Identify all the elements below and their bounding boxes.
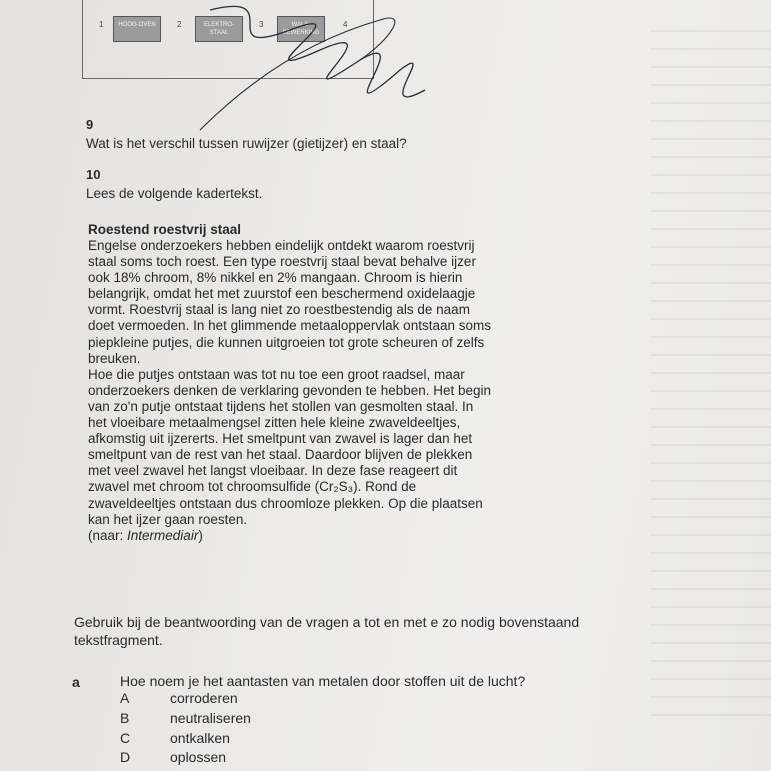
box-line: breuken. xyxy=(88,350,141,366)
option-letter: D xyxy=(120,749,131,765)
option-text: oplossen xyxy=(170,749,227,765)
option-text: ontkalken xyxy=(170,730,230,746)
diagram-marker: 4 xyxy=(343,20,348,29)
box-line: met veel zwavel het langst vloeibaar. In deze fase reageert dit xyxy=(88,463,458,479)
box-line: het vloeibare metaalmengsel zitten hele kleine zwaveldeeltjes, xyxy=(88,415,461,431)
box-line: zwavel met chroom tot chroomsulfide (Cr₂S₃). Rond de xyxy=(88,479,417,495)
subquestion-letter: a xyxy=(72,674,80,690)
source-prefix: (naar: xyxy=(88,527,128,543)
scribble-stroke xyxy=(210,6,425,97)
option-letter: A xyxy=(120,690,130,706)
diagram-box: HOOG-OVEN xyxy=(113,16,161,42)
option-letter: C xyxy=(120,730,131,746)
box-line: afkomstig uit ijzererts. Het smeltpunt van zwavel is lager dan het xyxy=(88,431,473,447)
box-title: Roestend roestvrij staal xyxy=(88,222,242,237)
box-line: smeltpunt van de rest van het staal. Daardoor blijven de plekken xyxy=(88,447,473,463)
subquestion-text: Hoe noem je het aantasten van metalen door stoffen uit de lucht? xyxy=(120,673,526,689)
box-line: piepkleine putjes, die kunnen uitgroeien tot grote scheuren of zelfs xyxy=(88,334,485,350)
text-box xyxy=(88,222,491,544)
instruction-line: tekstfragment. xyxy=(74,632,163,648)
instruction-line: Gebruik bij de beantwoording van de vragen a tot en met e zo nodig bovenstaand xyxy=(74,614,580,630)
box-line: belangrijk, omdat het met zuurstof een beschermend oxidelaagje xyxy=(88,286,476,302)
box-line: doet vermoeden. In het glimmende metaaloppervlak ontstaan soms xyxy=(88,318,491,334)
bleed-through-text xyxy=(651,30,771,730)
box-line: vormt. Roestvrij staal is lang niet zo roestbestendig als de naam xyxy=(88,302,470,318)
box-line: Engelse onderzoekers hebben eindelijk ontdekt waarom roestvrij xyxy=(88,238,475,253)
option-text: neutraliseren xyxy=(170,710,251,726)
diagram-marker: 1 xyxy=(99,20,104,29)
instruction xyxy=(74,613,579,649)
box-line: ook 18% chroom, 8% nikkel en 2% mangaan. Chroom is hierin xyxy=(88,270,463,286)
option-text: corroderen xyxy=(170,690,238,706)
diagram-marker: 3 xyxy=(259,20,264,29)
source-line xyxy=(88,528,491,544)
box-line: Hoe die putjes ontstaan was tot nu toe een groot raadsel, maar xyxy=(88,366,465,382)
box-line: kan het ijzer gaan roesten. xyxy=(88,511,248,527)
question-text: Wat is het verschil tussen ruwijzer (gietijzer) en staal? xyxy=(86,136,407,151)
diagram-marker: 2 xyxy=(177,20,182,29)
diagram-box: ELEKTRO-STAAL xyxy=(195,16,243,42)
box-line: staal soms toch roest. Een type roestvrij staal bevat behalve ijzer xyxy=(88,254,476,270)
question-intro: Lees de volgende kadertekst. xyxy=(86,186,263,201)
box-body xyxy=(88,238,491,544)
box-line: zwaveldeeltjes ontstaan dus chroomloze plekken. Op die plaatsen xyxy=(88,495,483,511)
question-number: 10 xyxy=(86,167,101,182)
source-suffix: ) xyxy=(198,527,203,543)
diagram-box: WALS-BEWERKING xyxy=(277,16,325,42)
option-letter: B xyxy=(120,710,130,726)
question-number: 9 xyxy=(86,117,94,132)
scribble-stroke xyxy=(200,18,395,130)
pen-scribble xyxy=(170,0,470,150)
source-name: Intermediair xyxy=(127,527,199,543)
box-line: van zo'n putje ontstaat tijdens het stollen van gesmolten staal. In xyxy=(88,398,474,414)
box-line: onderzoekers denken de verklaring gevonden te hebben. Het begin xyxy=(88,382,492,398)
